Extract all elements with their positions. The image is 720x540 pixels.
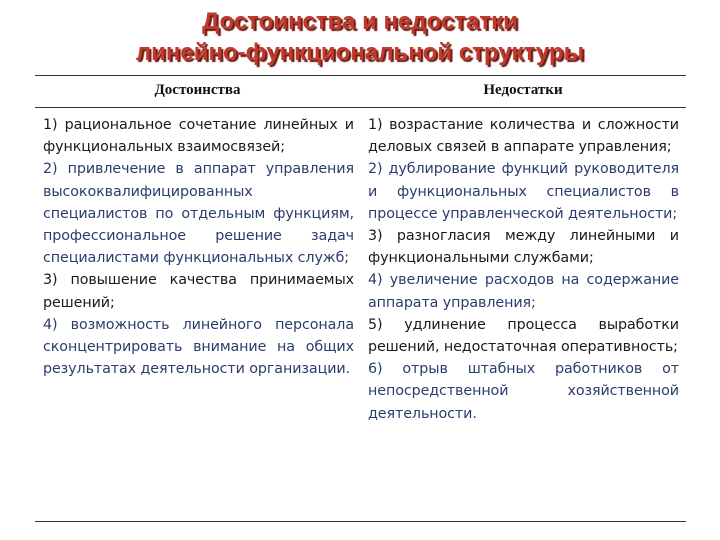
disadvantage-item: 3) разногласия между линейными и функциональными службами;	[368, 228, 679, 267]
advantage-item: 3) повышение качества принимаемых решений;	[43, 272, 354, 311]
advantage-item: 1) рациональное сочетание линейных и функциональных взаимосвязей;	[43, 117, 354, 156]
advantages-column	[43, 114, 354, 380]
disadvantages-header: Недостатки	[483, 82, 563, 98]
advantage-item: 4) возможность линейного персонала сконцентрировать внимание на общих результатах деятельности организации.	[43, 316, 354, 378]
disadvantage-item: 6) отрыв штабных работников от непосредственной хозяйственной деятельности.	[368, 361, 679, 422]
disadvantage-item: 2) дублирование функций руководителя и функциональных специалистов в процессе управленческой деятельности;	[368, 161, 679, 222]
title-line-1: Достоинства и недостатки	[202, 8, 518, 35]
disadvantage-item: 5) удлинение процесса выработки решений, недостаточная оперативность;	[368, 316, 679, 356]
table-bottom-rule	[35, 521, 686, 522]
title-line-2: линейно-функциональной структуры	[135, 39, 585, 66]
disadvantages-column	[368, 114, 679, 425]
table-top-rule	[35, 75, 686, 76]
advantage-item: 2) привлечение в аппарат управления высококвалифицированных специалистов по отдельным функциям, профессиональное решение задач специалистами функциональных служб;	[43, 161, 354, 267]
advantages-header: Достоинства	[154, 82, 241, 98]
disadvantage-item: 4) увеличение расходов на содержание аппарата управления;	[368, 272, 679, 311]
table-header-rule	[35, 107, 686, 108]
disadvantage-item: 1) возрастание количества и сложности деловых связей в аппарате управления;	[368, 117, 679, 156]
page-title	[0, 6, 720, 68]
